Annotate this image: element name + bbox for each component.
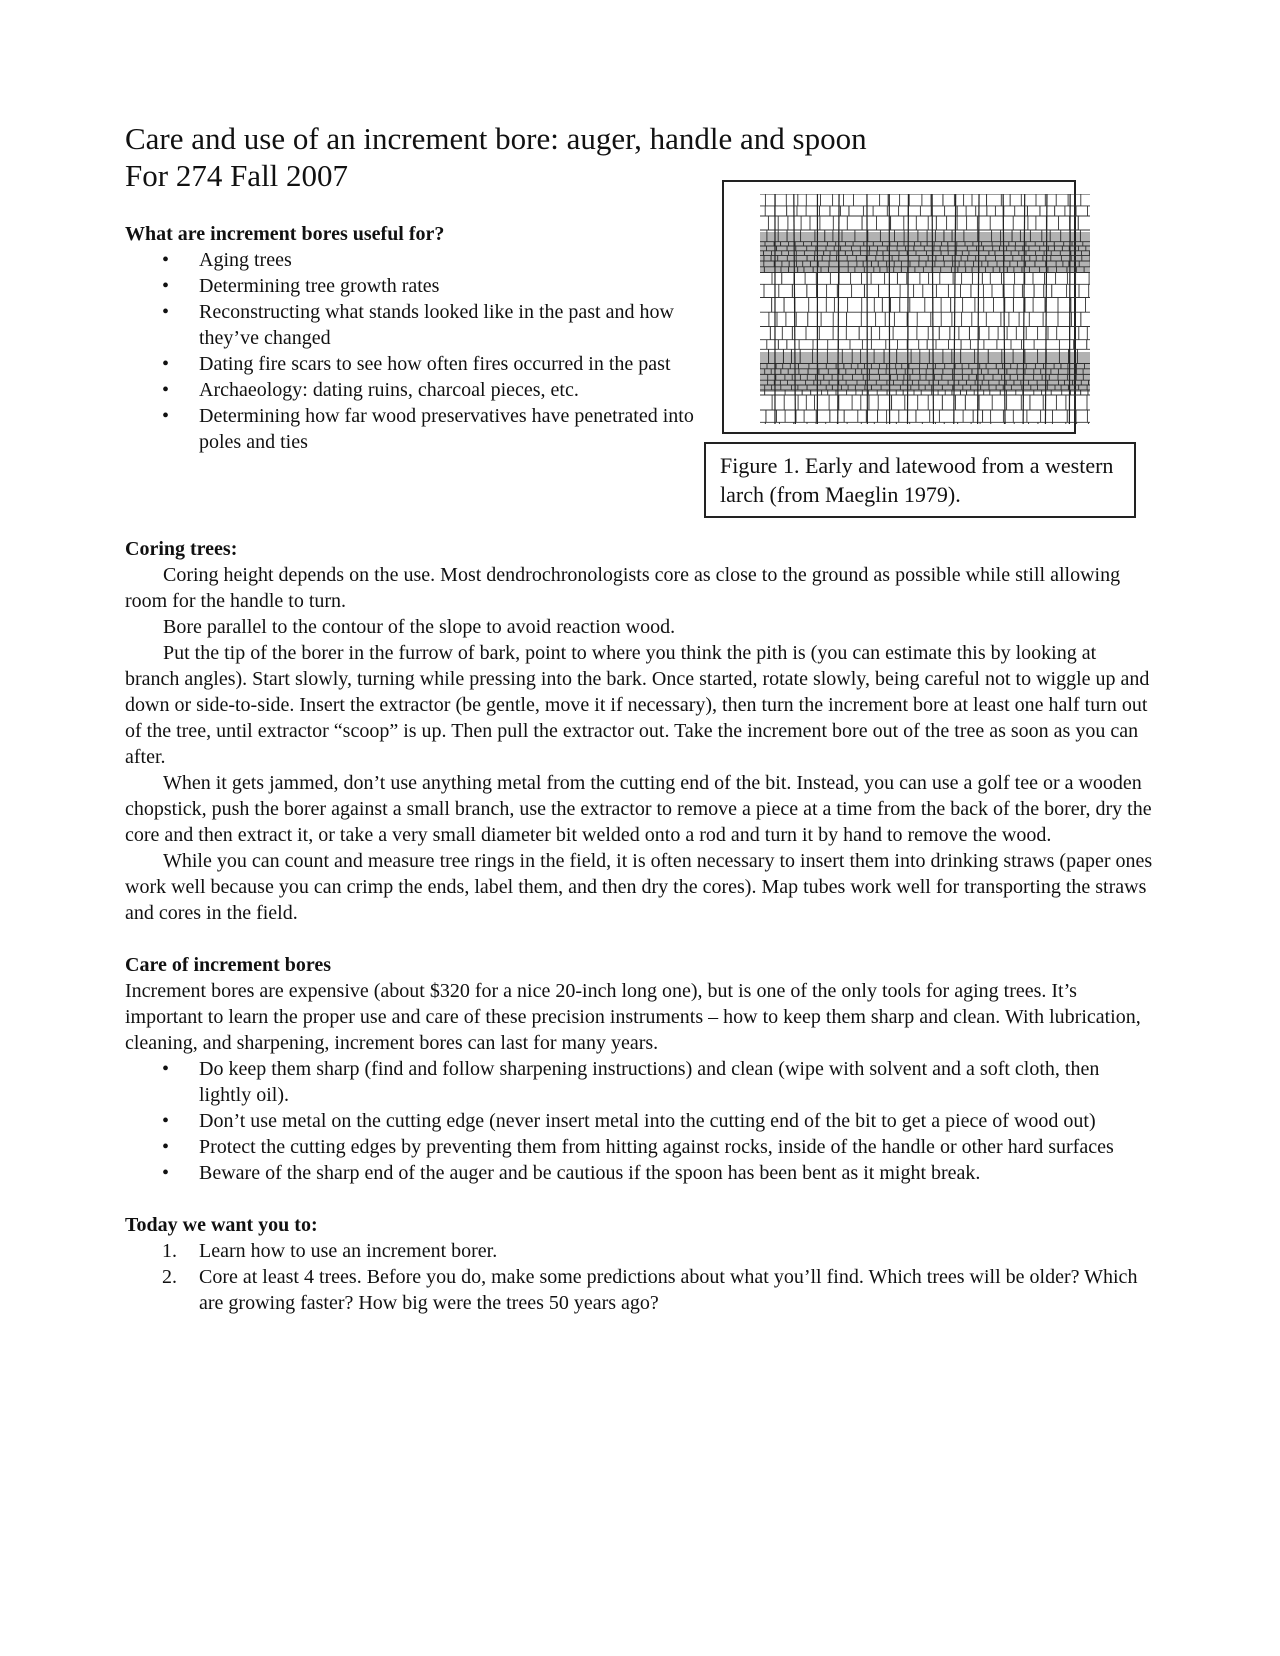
list-item: • Do keep them sharp (find and follow sharpening instructions) and clean (wipe with solvent and a soft cloth, then lightly oil). — [125, 1056, 1155, 1108]
document-title — [125, 120, 1155, 194]
today-heading: Today we want you to: — [125, 1214, 318, 1236]
list-item: • Reconstructing what stands looked like in the past and how they’ve changed — [125, 299, 710, 351]
title-line-1: Care and use of an increment bore: auger, handle and spoon — [125, 121, 867, 156]
list-item — [125, 1264, 1155, 1316]
care-section — [125, 952, 1155, 1186]
coring-paragraph: Coring height depends on the use. Most dendrochronologists core as close to the ground as possible while still allowing room for the handle to turn. — [125, 564, 1121, 612]
list-item: • Archaeology: dating ruins, charcoal pieces, etc. — [125, 377, 710, 403]
list-item — [125, 1238, 1155, 1264]
coring-section — [125, 536, 1155, 926]
care-heading: Care of increment bores — [125, 954, 332, 976]
coring-heading: Coring trees: — [125, 538, 238, 560]
coring-paragraph: When it gets jammed, don’t use anything metal from the cutting end of the bit. Instead, you can use a golf tee or a wooden chopstick, push the borer against a small branch, use the extractor to remove a piece at a time from the back of the borer, dry the core and then extract it, or take a very small diameter bit welded onto a rod and turn it by hand to remove the wood. — [125, 772, 1152, 846]
care-intro: Increment bores are expensive (about $320 for a nice 20-inch long one), but is one of the only tools for aging trees. It’s important to learn the proper use and care of these precision instruments – how to keep them sharp and clean. With lubrication, cleaning, and sharpening, increment bores can last for many years. — [125, 980, 1141, 1054]
list-item: • Determining tree growth rates — [125, 273, 710, 299]
today-list — [125, 1238, 1155, 1316]
care-list — [125, 1056, 1155, 1186]
list-item: • Beware of the sharp end of the auger and be cautious if the spoon has been bent as it might break. — [125, 1160, 1155, 1186]
uses-list — [125, 247, 710, 455]
uses-section — [125, 221, 1155, 506]
step-text: Learn how to use an increment borer. — [199, 1240, 498, 1262]
step-number: 2. — [162, 1266, 177, 1288]
list-item: • Protect the cutting edges by preventing them from hitting against rocks, inside of the handle or other hard surfaces — [125, 1134, 1155, 1160]
figure-1-caption: Figure 1. Early and latewood from a western larch (from Maeglin 1979). — [704, 442, 1136, 518]
today-section — [125, 1212, 1155, 1316]
step-number: 1. — [162, 1240, 177, 1262]
list-item: • Don’t use metal on the cutting edge (never insert metal into the cutting end of the bit to get a piece of wood out) — [125, 1108, 1155, 1134]
uses-heading: What are increment bores useful for? — [125, 223, 445, 245]
title-line-2: For 274 Fall 2007 — [125, 158, 349, 193]
coring-paragraph: While you can count and measure tree rings in the field, it is often necessary to insert them into drinking straws (paper ones work well because you can crimp the ends, label them, and then dry the cores). Map tubes work well for transporting the straws and cores in the field. — [125, 850, 1153, 924]
coring-paragraph: Bore parallel to the contour of the slope to avoid reaction wood. — [163, 616, 676, 638]
step-text: Core at least 4 trees. Before you do, make some predictions about what you’ll find. Which trees will be older? Which are growing faster? How big were the trees 50 years ago? — [199, 1266, 1138, 1314]
coring-paragraph: Put the tip of the borer in the furrow of bark, point to where you think the pith is (you can estimate this by looking at branch angles). Start slowly, turning while pressing into the bark. Once started, rotate slowly, being careful not to wiggle up and down or side-to-side. Insert the extractor (be gentle, move it if necessary), then turn the increment bore at least one half turn out of the tree, until extractor “scoop” is up. Then pull the extractor out. Take the increment bore out of the tree as soon as you can after. — [125, 642, 1150, 768]
list-item: • Determining how far wood preservatives have penetrated into poles and ties — [125, 403, 710, 455]
list-item: • Dating fire scars to see how often fires occurred in the past — [125, 351, 710, 377]
list-item: • Aging trees — [125, 247, 710, 273]
document-page — [125, 120, 1155, 1316]
